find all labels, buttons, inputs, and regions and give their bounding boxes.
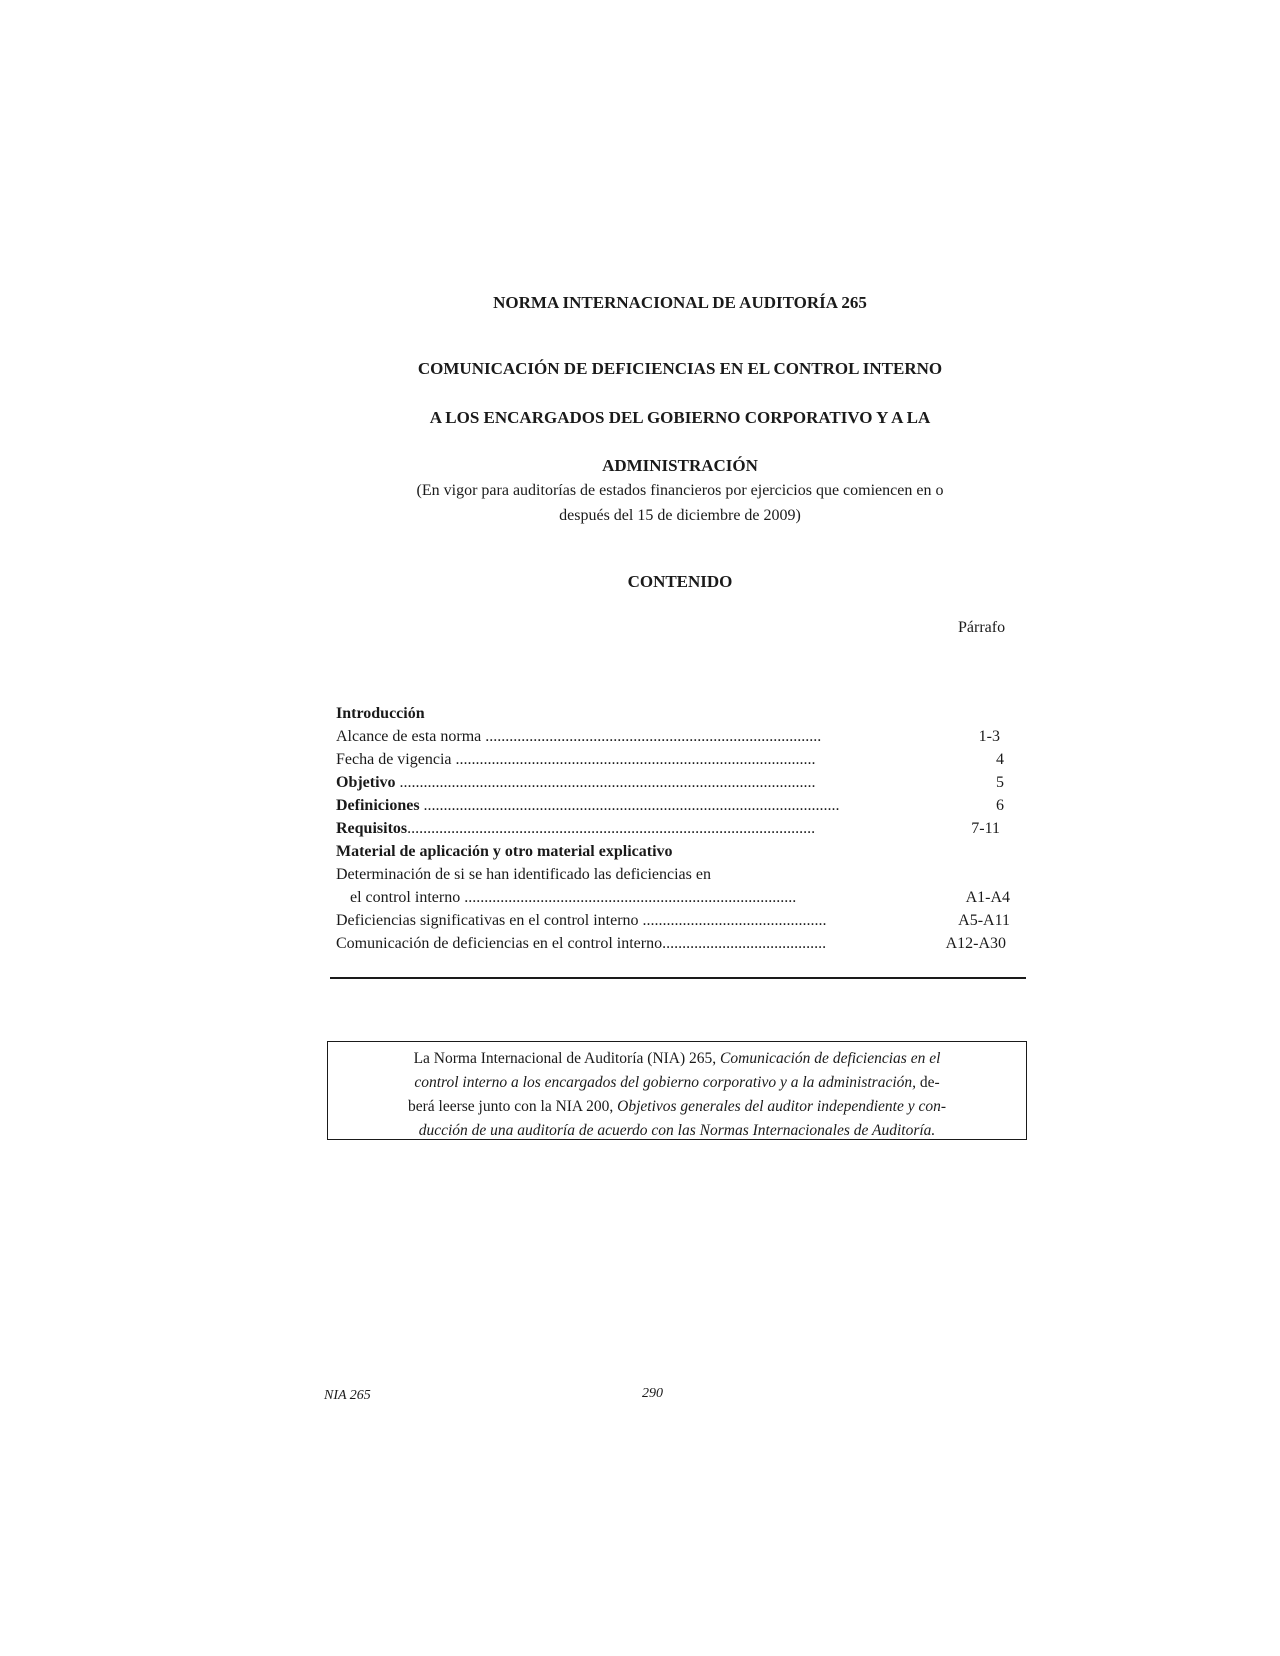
toc-row-fecha [336, 748, 1024, 771]
toc-row-deficiencias-significativas [336, 909, 1024, 932]
subject-line-2: A LOS ENCARGADOS DEL GOBIERNO CORPORATIVO Y A LA [429, 408, 931, 427]
toc-label: Requisitos [336, 820, 408, 837]
toc-label: Alcance de esta norma .................................................................................... [336, 728, 822, 745]
reading-note-box [327, 1041, 1027, 1140]
toc-row-definiciones [336, 794, 1024, 817]
toc-paragraph: 4 [996, 751, 1004, 768]
toc-label: Definiciones [336, 797, 420, 814]
toc-row-alcance [336, 725, 1024, 748]
toc-label: el control interno ................................................................................... [350, 889, 797, 906]
subject-line-3: ADMINISTRACIÓN [602, 456, 758, 475]
footer-page-number: 290 [642, 1386, 663, 1401]
toc-label: Material de aplicación y otro material explicativo [336, 843, 673, 860]
note-line-3: berá leerse junto con la NIA 200, Objetivos generales del auditor independiente y con- [407, 1098, 947, 1115]
toc-label: Objetivo [336, 774, 396, 791]
note-line-1: La Norma Internacional de Auditoría (NIA) 265, Comunicación de deficiencias en el [413, 1050, 941, 1067]
toc-leader-dots: ........................................................................................................ [419, 797, 840, 814]
toc-section-material [336, 840, 1024, 863]
toc-row-determinacion-1 [336, 863, 1024, 886]
toc-label: Fecha de vigencia .......................................................................................... [336, 751, 816, 768]
toc-row-requisitos [336, 817, 1024, 840]
toc-row-determinacion-2 [336, 886, 1024, 909]
toc-paragraph: A12-A30 [945, 935, 1006, 952]
section-divider [330, 977, 1026, 979]
standard-title: NORMA INTERNACIONAL DE AUDITORÍA 265 [493, 293, 867, 312]
subject-line-1: COMUNICACIÓN DE DEFICIENCIAS EN EL CONTROL INTERNO [417, 359, 943, 378]
toc-paragraph: A1-A4 [965, 889, 1010, 906]
toc-leader-dots: ...................................................................................................... [407, 820, 816, 837]
note-line-2: control interno a los encargados del gobierno corporativo y a la administración, de- [414, 1074, 940, 1091]
toc-label: Determinación de si se han identificado las deficiencias en [336, 866, 711, 883]
toc-label: Introducción [336, 705, 425, 722]
toc-row-objetivo [336, 771, 1024, 794]
toc-paragraph: 1-3 [978, 728, 1000, 745]
contents-heading: CONTENIDO [627, 572, 733, 591]
toc-leader-dots: ........................................................................................................ [395, 774, 816, 791]
toc-section-introduccion [336, 702, 1024, 725]
effective-note-line-1: (En vigor para auditorías de estados financieros por ejercicios que comiencen en o [416, 482, 944, 499]
toc-paragraph: 5 [996, 774, 1004, 791]
effective-note-line-2: después del 15 de diciembre de 2009) [559, 507, 801, 524]
toc-paragraph: A5-A11 [958, 912, 1010, 929]
toc-paragraph: 7-11 [971, 820, 1000, 837]
footer-standard-code: NIA 265 [324, 1388, 371, 1403]
paragraph-column-label: Párrafo [958, 619, 1006, 636]
toc-row-comunicacion [336, 932, 1024, 955]
toc-label: Comunicación de deficiencias en el control interno......................................... [336, 935, 827, 952]
toc-label: Deficiencias significativas en el control interno .............................................. [336, 912, 827, 929]
note-line-4: ducción de una auditoría de acuerdo con las Normas Internacionales de Auditoría. [418, 1122, 936, 1139]
toc-paragraph: 6 [996, 797, 1004, 814]
